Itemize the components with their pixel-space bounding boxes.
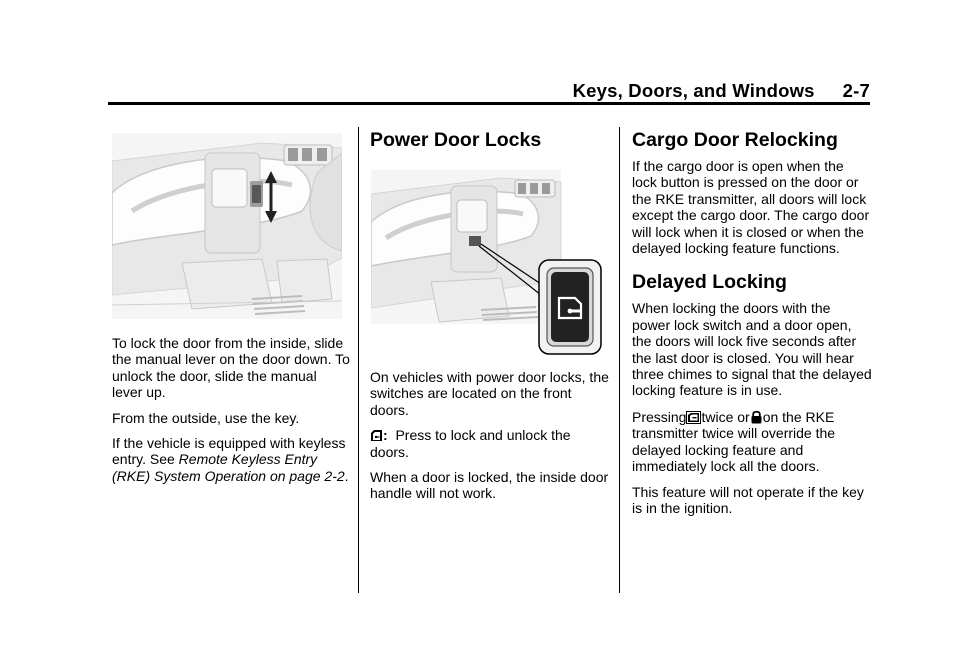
cargo-relocking-text: If the cargo door is open when the lock button is pressed on the door or the RKE transmitter, all doors will lock except the cargo door. The cargo door will lock when it is closed or when the delayed locking feature functions. [632, 158, 870, 257]
rke-reference-link[interactable]: Remote Keyless Entry (RKE) System Operation on page 2-2 [112, 451, 345, 484]
lock-switch-text: Press to lock and unlock the doors. [370, 427, 571, 460]
header-text [573, 80, 870, 102]
lock-instructions: To lock the door from the inside, slide the manual lever on the door down. To unlock the door, slide the manual lever up. [112, 335, 350, 401]
page-header [108, 80, 870, 102]
page-number: 2-7 [842, 80, 870, 101]
lock-switch-description [370, 427, 610, 460]
door-lock-switch-icon [370, 429, 383, 442]
column-divider-1 [358, 127, 359, 593]
power-door-locks-heading: Power Door Locks [370, 129, 542, 151]
column-2-text [370, 369, 610, 511]
column-1-text [112, 335, 350, 493]
padlock-icon [750, 410, 763, 424]
door-lever-illustration [112, 133, 342, 324]
override-twice: twice or [701, 408, 750, 425]
outside-key-note: From the outside, use the key. [112, 409, 300, 426]
ignition-note: This feature will not operate if the key is in the ignition. [632, 483, 864, 516]
inside-handle-note: When a door is locked, the inside door handle will not work. [370, 469, 609, 502]
column-divider-2 [619, 127, 620, 593]
column-3-text [632, 128, 872, 525]
keyless-entry-period: . [344, 467, 349, 484]
column-2-heading-block [370, 128, 610, 152]
keyless-entry-note [112, 435, 350, 484]
delayed-locking-heading: Delayed Locking [632, 271, 787, 294]
power-locks-location: On vehicles with power door locks, the switches are located on the front doors. [370, 369, 609, 418]
override-pressing: Pressing [632, 408, 687, 425]
power-lock-switch-illustration [371, 170, 603, 361]
keyless-entry-text: If the vehicle is equipped with keyless entry. See [112, 435, 346, 468]
header-rule [108, 102, 870, 105]
cargo-door-relocking-heading: Cargo Door Relocking [632, 129, 838, 151]
section-title: Keys, Doors, and Windows [572, 80, 815, 101]
delayed-locking-text: When locking the doors with the power lock switch and a door open, the doors will lock five seconds after the last door is closed. You will hear three chimes to signal that the delayed locking feature is in use. [632, 300, 872, 399]
icon-separator: : [383, 427, 388, 444]
rke-lock-button-icon [686, 411, 701, 424]
override-instructions [632, 409, 872, 475]
override-rest: on the RKE transmitter twice will override the delayed locking feature and immediately lock all the doors. [632, 408, 836, 475]
